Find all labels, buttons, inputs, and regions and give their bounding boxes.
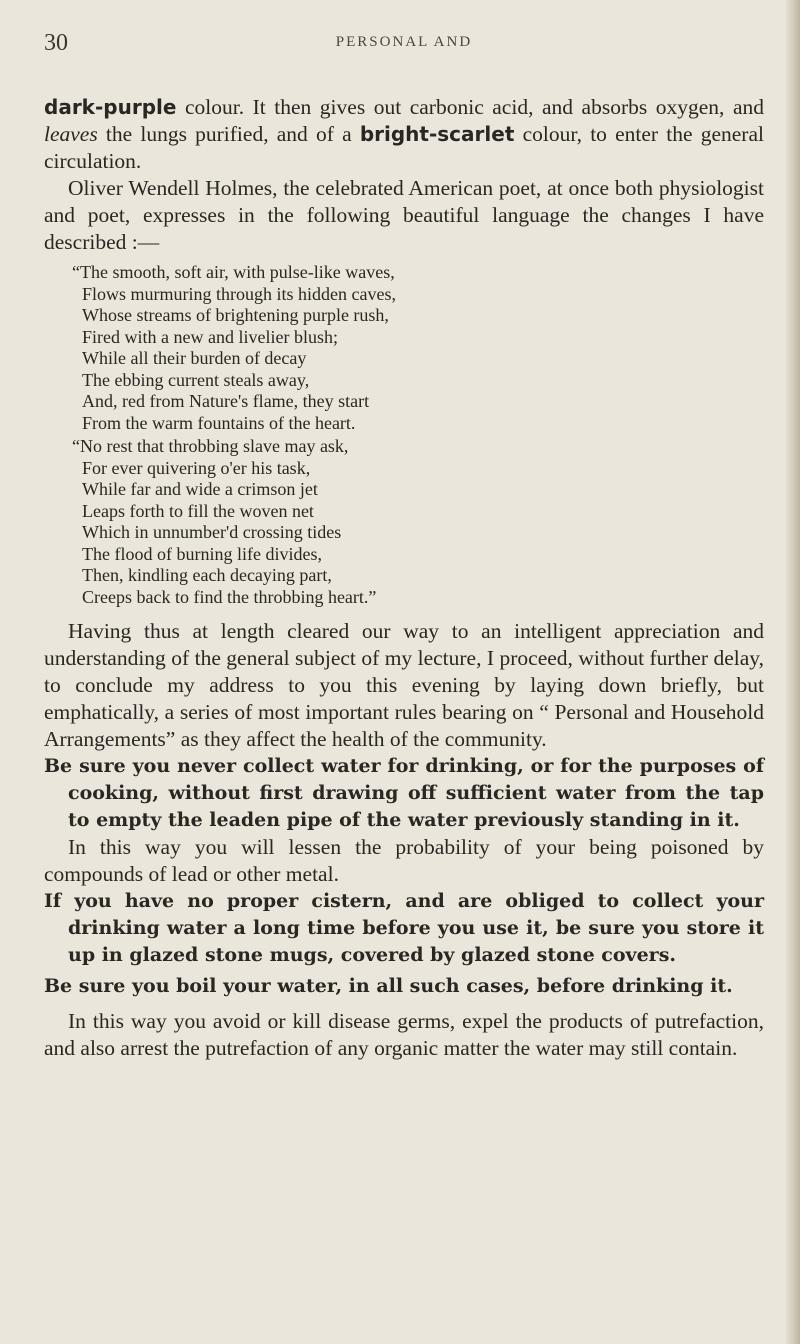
poem-line: Whose streams of brightening purple rush, — [82, 305, 389, 325]
page-body — [44, 94, 764, 1062]
intro-paragraph — [44, 94, 764, 175]
poem-line: “The smooth, soft air, with pulse-like waves, — [72, 262, 395, 282]
poem-line: Then, kindling each decaying part, — [82, 565, 332, 585]
intro-text-a: colour. It then gives out carbonic acid, and absorbs oxygen, and — [176, 95, 764, 119]
poem-line: Leaps forth to fill the woven net — [82, 500, 314, 521]
poem-line: While far and wide a crimson jet — [82, 479, 318, 499]
rule-stone-mugs: If you have no proper cistern, and are obliged to collect your drinking water a long time before you use it, be sure you store it up in glazed stone mugs, covered by glazed stone covers. — [44, 890, 764, 966]
poem-line: Which in unnumber'd crossing tides — [82, 522, 342, 542]
poem-line: Flows murmuring through its hidden caves, — [82, 283, 396, 304]
bright-scarlet-term: bright-scarlet — [359, 122, 515, 146]
page-edge-shadow — [786, 0, 800, 1344]
lead-poison-paragraph: In this way you will lessen the probability of your being poisoned by compounds of lead or other metal. — [44, 835, 764, 886]
page-number: 30 — [44, 30, 68, 56]
poem-line: The flood of burning life divides, — [82, 543, 322, 564]
poem-line: Creeps back to find the throbbing heart.” — [82, 586, 377, 607]
holmes-paragraph: Oliver Wendell Holmes, the celebrated American poet, at once both physiologist and poet, expresses in the following beautiful language the changes I have described :— — [44, 176, 764, 254]
poem-line: From the warm fountains of the heart. — [82, 412, 356, 433]
holmes-poem — [44, 262, 764, 608]
rule-boil-water: Be sure you boil your water, in all such cases, before drinking it. — [44, 975, 733, 997]
rule-draw-off-water: Be sure you never collect water for drinking, or for the purposes of cooking, without first drawing off sufficient water from the tap to empty the leaden pipe of the water previously standing in it. — [44, 755, 764, 831]
leaves-italic: leaves — [44, 122, 98, 146]
dark-purple-term: dark-purple — [44, 95, 177, 119]
running-head: PERSONAL AND — [335, 34, 473, 50]
poem-line: And, red from Nature's flame, they start — [82, 391, 370, 411]
poem-line: Fired with a new and livelier blush; — [82, 326, 338, 347]
intro-text-c: colour, to enter the general circulation. — [44, 122, 764, 173]
having-paragraph: Having thus at length cleared our way to an intelligent appreciation and understanding of the general subject of my lecture, I proceed, without further delay, to conclude my address to you this evening by laying down briefly, but emphatically, a series of most important rules bearing on “ Personal and Household Arrangements” as they affect the health of the community. — [44, 619, 764, 751]
poem-line: While all their burden of decay — [82, 348, 307, 368]
germs-paragraph: In this way you avoid or kill disease germs, expel the products of putrefaction, and also arrest the putrefaction of any organic matter the water may still contain. — [44, 1009, 764, 1060]
poem-stanza-1 — [72, 262, 764, 434]
page-header — [44, 28, 764, 60]
poem-line: “No rest that throbbing slave may ask, — [72, 436, 349, 456]
poem-stanza-2 — [72, 436, 764, 608]
poem-line: For ever quivering o'er his task, — [82, 457, 311, 478]
poem-line: The ebbing current steals away, — [82, 369, 310, 390]
intro-text-b: the lungs purified, and of a — [97, 122, 360, 146]
